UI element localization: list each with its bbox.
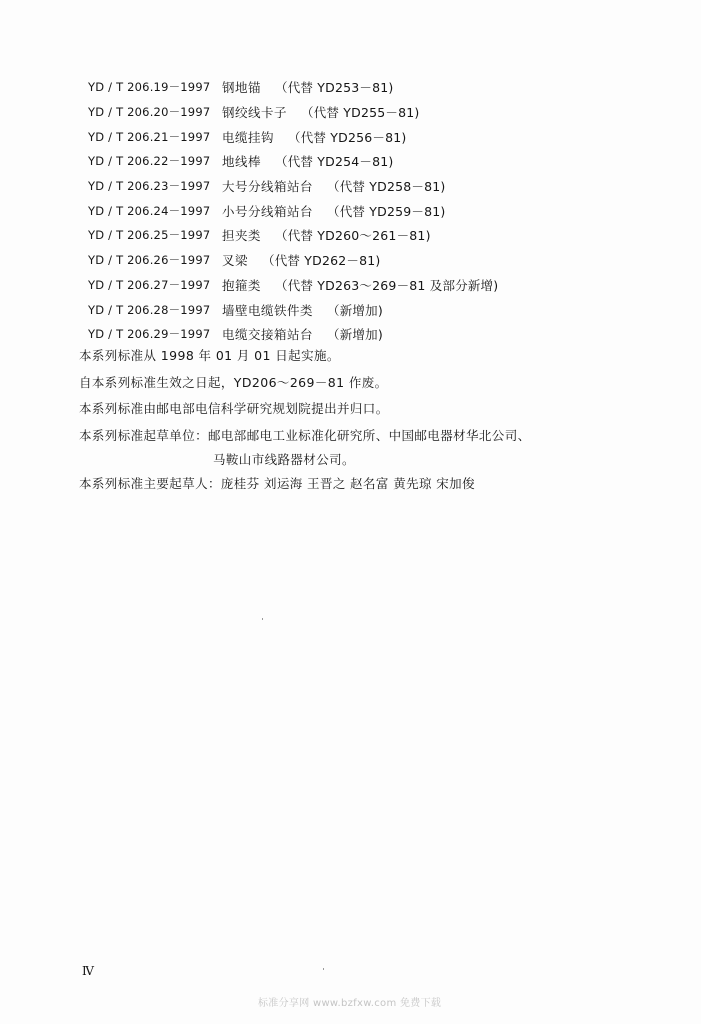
standard-row [88,322,648,347]
standard-title: 叉梁 [222,253,249,269]
proposer-text: 本系列标准由邮电部电信科学研究规划院提出并归口。 [79,401,389,416]
standard-code: YD / T 206.27－1997 [88,277,211,292]
standard-note: （代替 YD263～269－81 及部分新增) [275,277,499,293]
standard-note: （代替 YD258－81) [327,179,446,195]
standard-note: （代替 YD259－81) [327,203,446,219]
standard-code: YD / T 206.22－1997 [88,154,211,169]
scan-speck [323,968,324,970]
standard-row [88,223,648,248]
standard-title: 电缆交接箱站台 [222,327,314,343]
standard-note: （代替 YD262－81) [262,253,381,269]
effective-date-text: 本系列标准从 1998 年 01 月 01 日起实施。 [79,348,340,363]
replacement-text: 自本系列标准生效之日起，YD206～269－81 作废。 [79,375,388,390]
standard-title: 墙壁电缆铁件类 [222,302,314,318]
standard-title: 抱箍类 [222,277,262,293]
standard-note: （代替 YD260～261－81) [275,228,431,244]
standard-title: 小号分线箱站台 [222,203,314,219]
standard-code: YD / T 206.19－1997 [88,80,211,95]
standard-code: YD / T 206.23－1997 [88,179,211,194]
standard-note: （代替 YD254－81) [275,154,394,170]
standard-row [88,198,648,223]
standard-note: （代替 YD255－81) [301,105,420,121]
drafting-units-continuation: 马鞍山市线路器材公司。 [213,452,355,467]
standard-title: 大号分线箱站台 [222,179,314,195]
standard-row [88,100,648,125]
standard-title: 地线棒 [222,154,262,170]
standard-note: （代替 YD256－81) [288,129,407,145]
standard-note: （新增加) [327,327,383,343]
drafting-units-text: 本系列标准起草单位：邮电部邮电工业标准化研究所、中国邮电器材华北公司、 [79,428,531,443]
standard-row [88,297,648,322]
standard-code: YD / T 206.21－1997 [88,129,211,144]
standards-list [88,75,648,347]
page-number: Ⅳ [82,964,94,978]
standard-row [88,75,648,100]
watermark-text: 标准分享网 www.bzfxw.com 免费下载 [258,998,442,1009]
standard-row [88,248,648,273]
drafters-text: 本系列标准主要起草人：庞桂芬 刘运海 王晋之 赵名富 黄先琼 宋加俊 [79,476,475,491]
standard-row [88,174,648,199]
standard-note: （代替 YD253－81) [275,80,394,96]
standard-code: YD / T 206.24－1997 [88,203,211,218]
standard-title: 钢绞线卡子 [222,105,288,121]
standard-title: 钢地锚 [222,80,262,96]
standard-code: YD / T 206.25－1997 [88,228,211,243]
scan-speck [262,618,263,620]
standard-code: YD / T 206.20－1997 [88,105,211,120]
standard-code: YD / T 206.26－1997 [88,253,211,268]
standard-row [88,124,648,149]
standard-row [88,149,648,174]
standard-title: 电缆挂钩 [222,129,275,145]
standard-row [88,273,648,298]
standard-code: YD / T 206.28－1997 [88,302,211,317]
standard-note: （新增加) [327,302,383,318]
standard-code: YD / T 206.29－1997 [88,327,211,342]
standard-title: 担夹类 [222,228,262,244]
